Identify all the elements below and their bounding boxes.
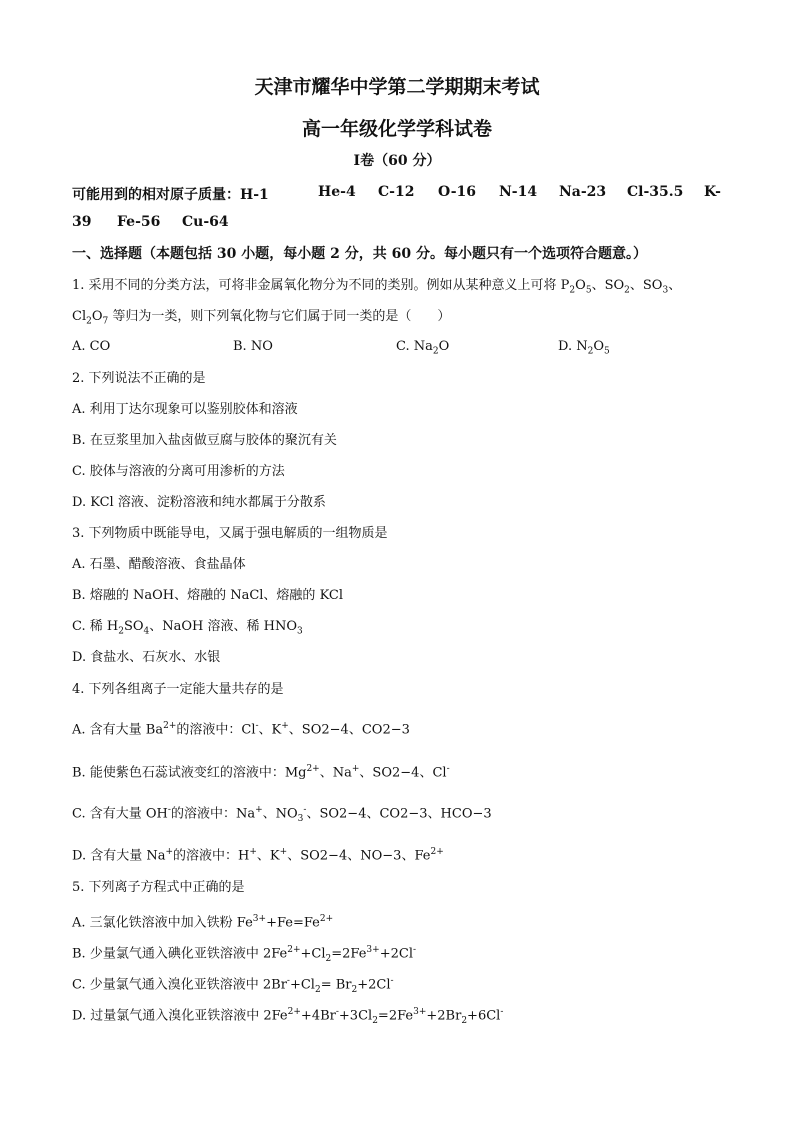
- q5-stem: 5. 下列离子方程式中正确的是: [72, 880, 245, 895]
- q1-stem-line2: $Cl_2O_7$ 等归为一类，则下列氧化物与它们属于同一类的是（ ）: [72, 309, 451, 327]
- q5-option-d[interactable]: D. 过量氯气通入溴化亚铁溶液中 $2Fe^{2+}+4Br^-+3Cl_2=2Fe^{3+}+2Br_2+6Cl^-$: [72, 1007, 504, 1026]
- mass-item: O-16: [438, 184, 477, 200]
- mass-item: Cu-64: [182, 214, 229, 230]
- q1-option-c[interactable]: C. $Na_2O$: [396, 339, 450, 357]
- q1-stem: 1. 采用不同的分类方法，可将非金属氧化物分为不同的类别。例如从某种意义上可将 $P_2O_5$、$SO_2$、$SO_3$、: [72, 278, 682, 296]
- mass-item: Fe-56: [117, 214, 161, 230]
- q4-option-a[interactable]: A. 含有大量 $Ba^{2+}$的溶液中：Cl-、K+、SO2−4、CO2−3: [72, 721, 410, 738]
- q2-option-c[interactable]: C. 胶体与溶液的分离可用渗析的方法: [72, 464, 285, 479]
- q1-option-a[interactable]: A. CO: [72, 339, 111, 354]
- q3-option-c[interactable]: C. 稀 $H_2SO_4$、NaOH 溶液、稀 $HNO_3$: [72, 619, 303, 637]
- mass-item: K-: [704, 184, 721, 200]
- q5-option-a[interactable]: A. 三氯化铁溶液中加入铁粉 $Fe^{3+}+Fe=Fe^{2+}$: [72, 914, 334, 931]
- mass-item: C-12: [378, 184, 415, 200]
- q3-option-d[interactable]: D. 食盐水、石灰水、水银: [72, 650, 221, 665]
- q5-option-b[interactable]: B. 少量氯气通入碘化亚铁溶液中 $2Fe^{2+}+Cl_2=2Fe^{3+}+2Cl^-$: [72, 945, 417, 964]
- q2-option-b[interactable]: B. 在豆浆里加入盐卤做豆腐与胶体的聚沉有关: [72, 433, 337, 448]
- mass-item: 39: [72, 214, 92, 230]
- q3-option-a[interactable]: A. 石墨、醋酸溶液、食盐晶体: [72, 557, 246, 572]
- q3-option-b[interactable]: B. 熔融的 NaOH、熔融的 NaCl、熔融的 KCl: [72, 588, 344, 603]
- mass-item: Na-23: [559, 184, 607, 200]
- q1-option-d[interactable]: D. $N_2O_5$: [558, 339, 610, 357]
- masses-intro: 可能用到的相对原子质量：H-1: [72, 187, 269, 203]
- q2-option-d[interactable]: D. KCl 溶液、淀粉溶液和纯水都属于分散系: [72, 495, 326, 510]
- q4-stem: 4. 下列各组离子一定能大量共存的是: [72, 682, 284, 697]
- q4-option-b[interactable]: B. 能使紫色石蕊试液变红的溶液中：$Mg^{2+}$、Na+、SO2−4、Cl-: [72, 764, 450, 781]
- exam-title: 高一年级化学学科试卷: [301, 118, 492, 140]
- section-heading: 一、选择题（本题包括 30 小题，每小题 2 分，共 60 分。每小题只有一个选项符合题意。）: [72, 246, 647, 262]
- volume-label: Ⅰ卷（60 分）: [353, 153, 441, 169]
- q4-option-c[interactable]: C. 含有大量 OH-的溶液中：Na+、$NO_3^-$、SO2−4、CO2−3、HCO−3: [72, 805, 492, 824]
- school-title: 天津市耀华中学第二学期期末考试: [254, 76, 540, 98]
- q3-stem: 3. 下列物质中既能导电，又属于强电解质的一组物质是: [72, 526, 388, 541]
- q1-option-b[interactable]: B. NO: [233, 339, 273, 354]
- mass-item: Cl-35.5: [627, 184, 684, 200]
- q2-stem: 2. 下列说法不正确的是: [72, 371, 206, 386]
- mass-item: N-14: [499, 184, 538, 200]
- q5-option-c[interactable]: C. 少量氯气通入溴化亚铁溶液中 $2Br^-+Cl_2= Br_2+2Cl^-$: [72, 976, 394, 995]
- mass-item: He-4: [318, 184, 356, 200]
- q4-option-d[interactable]: D. 含有大量 Na+的溶液中：H+、K+、SO2−4、NO−3、$Fe^{2+}$: [72, 847, 444, 864]
- q2-option-a[interactable]: A. 利用丁达尔现象可以鉴别胶体和溶液: [72, 402, 298, 417]
